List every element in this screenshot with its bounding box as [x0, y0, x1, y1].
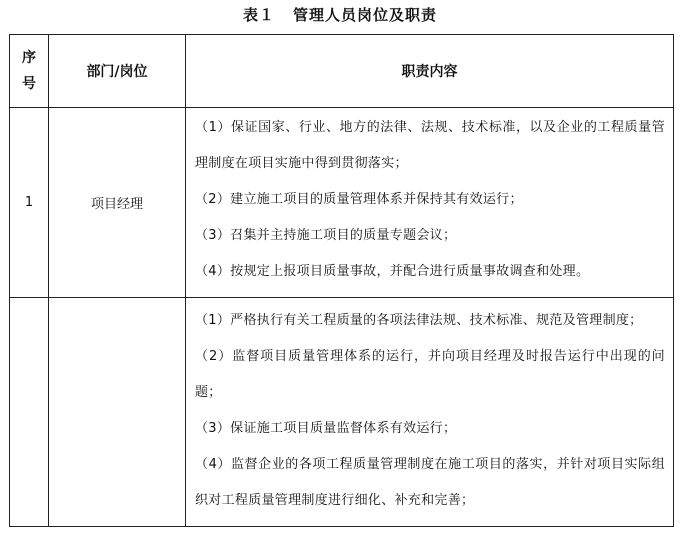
row-number: [10, 298, 49, 527]
duty-item: （4）按规定上报项目质量事故，并配合进行质量事故调查和处理。: [195, 264, 590, 279]
header-number: [10, 35, 49, 108]
header-duty: 职责内容: [186, 35, 674, 108]
duty-item: （2）建立施工项目的质量管理体系并保持其有效运行；: [195, 192, 523, 207]
responsibility-table: [9, 34, 674, 527]
row-number: 1: [10, 108, 49, 298]
header-number-line2: 号: [22, 76, 36, 92]
table-row: [10, 108, 674, 298]
row-duties: [186, 108, 674, 298]
table-number: 表１: [242, 6, 275, 24]
table-caption: [0, 0, 680, 30]
header-dept: 部门/岗位: [49, 35, 186, 108]
row-dept: 项目经理: [49, 108, 186, 298]
duty-item: （3）保证施工项目质量监督体系有效运行；: [195, 421, 457, 436]
duty-item: （4）监督企业的各项工程质量管理制度在施工项目的落实，并针对项目实际组织对工程质量管理制度进行细化、补充和完善；: [195, 457, 665, 508]
duty-item: （1）严格执行有关工程质量的各项法律法规、技术标准、规范及管理制度；: [195, 313, 643, 328]
duty-item: （3）召集并主持施工项目的质量专题会议；: [195, 228, 457, 243]
table-row: [10, 298, 674, 527]
row-dept: [49, 298, 186, 527]
duty-item: （1）保证国家、行业、地方的法律、法规、技术标准，以及企业的工程质量管理制度在项目实施中得到贯彻落实；: [195, 120, 665, 171]
header-row: [10, 35, 674, 108]
table-title: 管理人员岗位及职责: [293, 6, 438, 24]
duty-item: （2）监督项目质量管理体系的运行，并向项目经理及时报告运行中出现的问题；: [195, 349, 665, 400]
header-number-line1: 序: [22, 50, 36, 66]
row-duties: [186, 298, 674, 527]
